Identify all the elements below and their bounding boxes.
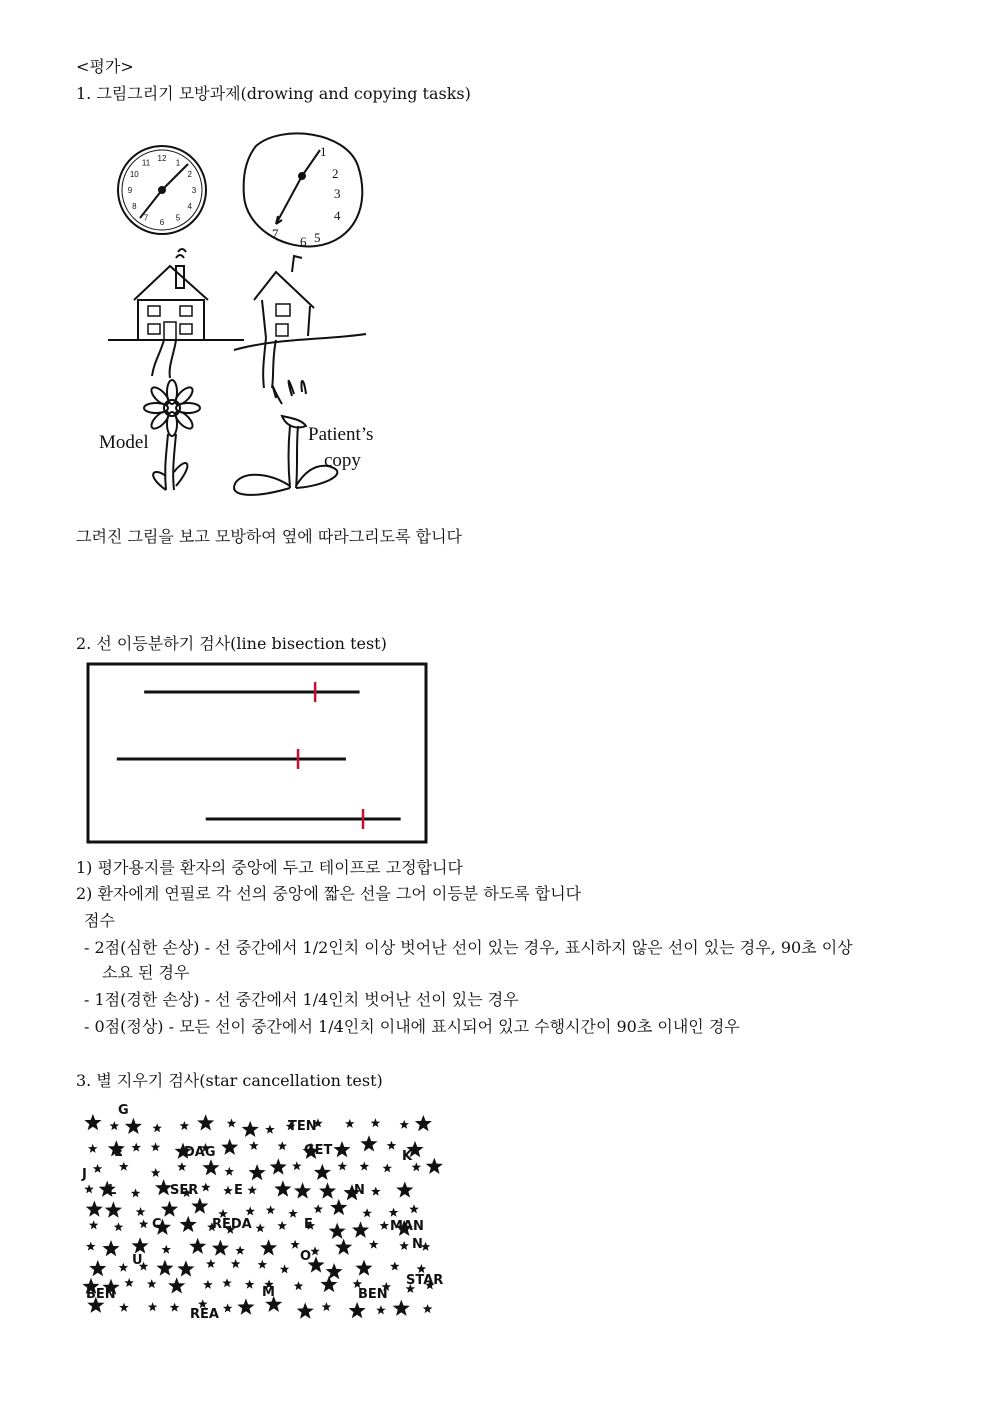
star <box>227 1118 237 1127</box>
star <box>400 1120 410 1129</box>
star <box>136 1207 146 1216</box>
star <box>206 1259 216 1268</box>
star <box>161 1201 178 1217</box>
clock-number: 6 <box>159 218 165 227</box>
star <box>89 1220 99 1229</box>
svg-text:E: E <box>234 1183 243 1198</box>
star <box>201 1183 211 1192</box>
star <box>352 1221 369 1237</box>
star <box>417 1264 427 1273</box>
star <box>290 1240 300 1249</box>
svg-text:SER: SER <box>170 1183 199 1198</box>
svg-text:M: M <box>262 1285 275 1300</box>
svg-text:U: U <box>132 1253 143 1268</box>
star <box>156 1260 173 1276</box>
svg-text:E: E <box>114 1145 123 1160</box>
star <box>86 1242 96 1251</box>
star <box>247 1185 257 1194</box>
svg-text:5: 5 <box>314 230 321 245</box>
svg-text:E: E <box>304 1217 313 1232</box>
svg-text:1: 1 <box>320 144 327 159</box>
star <box>249 1141 259 1150</box>
star <box>191 1197 208 1213</box>
star <box>288 1209 298 1218</box>
star <box>237 1298 254 1314</box>
patient-house <box>234 256 366 388</box>
star-figure-words <box>81 1103 443 1322</box>
star <box>277 1221 287 1230</box>
svg-text:REA: REA <box>190 1307 219 1322</box>
score-0: - 0점(정상) - 모든 선이 중간에서 1/4인치 이내에 표시되어 있고 수행시간이 90초 이내인 경우 <box>84 1017 740 1036</box>
star <box>335 1239 352 1255</box>
star <box>266 1205 276 1214</box>
star <box>423 1304 433 1313</box>
star <box>256 1223 266 1232</box>
score-1: - 1점(경한 손상) - 선 중간에서 1/4인치 벗어난 선이 있는 경우 <box>84 990 519 1009</box>
drawing-task-figure <box>96 126 396 506</box>
star <box>355 1260 372 1276</box>
star <box>329 1223 346 1239</box>
patient-label-line1: Patient’s <box>308 424 374 445</box>
svg-text:3: 3 <box>334 186 341 201</box>
star <box>371 1118 381 1127</box>
star <box>110 1121 120 1130</box>
svg-text:C: C <box>152 1217 162 1232</box>
star <box>124 1278 133 1287</box>
star <box>371 1187 381 1196</box>
star <box>202 1159 219 1175</box>
star <box>260 1239 277 1255</box>
svg-text:2: 2 <box>332 166 339 181</box>
svg-text:K: K <box>402 1149 413 1164</box>
svg-text:BEN: BEN <box>358 1287 388 1302</box>
star <box>189 1238 206 1254</box>
star <box>223 1303 233 1312</box>
star <box>84 1114 101 1130</box>
star <box>393 1300 410 1316</box>
svg-text:DAG: DAG <box>184 1145 216 1160</box>
star <box>203 1280 213 1289</box>
svg-text:O: O <box>300 1249 312 1264</box>
svg-text:REDA: REDA <box>212 1217 252 1232</box>
star <box>278 1141 288 1150</box>
svg-text:BEN: BEN <box>86 1287 116 1302</box>
star <box>225 1167 235 1176</box>
star <box>409 1204 419 1213</box>
svg-text:N: N <box>354 1183 365 1198</box>
star <box>360 1162 370 1171</box>
star <box>242 1121 259 1137</box>
star-cancellation-figure <box>80 1098 446 1338</box>
star <box>376 1305 386 1314</box>
star <box>389 1208 399 1217</box>
star <box>426 1158 443 1174</box>
section1-title: 1. 그림그리기 모방과제(drowing and copying tasks) <box>76 84 471 103</box>
star <box>177 1260 194 1276</box>
svg-text:7: 7 <box>272 226 279 241</box>
svg-text:STAR: STAR <box>406 1273 444 1288</box>
star <box>245 1280 255 1289</box>
star <box>132 1143 142 1152</box>
star <box>330 1199 347 1215</box>
clock-number: 7 <box>143 213 149 223</box>
clock-number: 8 <box>132 202 137 211</box>
star <box>314 1164 331 1180</box>
star <box>274 1180 291 1196</box>
svg-text:N: N <box>412 1237 423 1252</box>
star <box>235 1246 245 1255</box>
clock-number: 5 <box>175 213 181 223</box>
section3-title: 3. 별 지우기 검사(star cancellation test) <box>76 1071 383 1090</box>
star <box>148 1302 158 1311</box>
svg-text:J: J <box>82 1167 87 1182</box>
score-label: 점수 <box>84 911 115 930</box>
star <box>212 1240 229 1256</box>
svg-text:G: G <box>118 1103 129 1118</box>
star <box>93 1164 103 1173</box>
svg-text:4: 4 <box>334 208 341 223</box>
star <box>114 1222 124 1231</box>
star <box>177 1162 187 1171</box>
star <box>310 1246 320 1255</box>
star <box>362 1208 372 1217</box>
star <box>265 1125 275 1134</box>
star <box>297 1302 314 1318</box>
svg-text:MAN: MAN <box>390 1219 424 1234</box>
star <box>349 1302 366 1318</box>
svg-text:6: 6 <box>300 234 307 249</box>
star <box>119 1303 129 1312</box>
star <box>119 1263 129 1272</box>
star <box>102 1240 119 1256</box>
star <box>86 1201 103 1217</box>
star <box>412 1162 422 1171</box>
star <box>326 1263 343 1279</box>
model-flower <box>144 380 200 490</box>
star <box>387 1141 397 1150</box>
star <box>396 1181 413 1197</box>
star <box>338 1161 348 1170</box>
star <box>345 1119 355 1128</box>
star <box>162 1245 172 1254</box>
star <box>322 1302 332 1311</box>
star <box>131 1188 141 1197</box>
clock-number: 3 <box>191 186 197 195</box>
star <box>360 1135 377 1151</box>
star <box>168 1277 185 1293</box>
model-label: Model <box>99 432 149 453</box>
star <box>320 1276 337 1292</box>
patient-label-line2: copy <box>324 450 361 471</box>
star <box>139 1219 149 1228</box>
bisection-step-2: 2) 환자에게 연필로 각 선의 중앙에 짧은 선을 그어 이등분 하도록 합니다 <box>76 884 582 903</box>
section2-title: 2. 선 이등분하기 검사(line bisection test) <box>76 634 387 653</box>
star <box>119 1162 129 1171</box>
star <box>223 1186 233 1195</box>
clock-number: 11 <box>141 158 151 168</box>
star <box>383 1163 393 1172</box>
star <box>314 1204 324 1213</box>
page-header: <평가> <box>76 57 134 76</box>
clock-number: 9 <box>127 186 133 195</box>
star <box>180 1216 197 1232</box>
star <box>390 1262 400 1271</box>
star <box>270 1158 287 1174</box>
clock-number: 4 <box>187 202 192 211</box>
star <box>222 1278 232 1287</box>
star <box>151 1142 161 1151</box>
star <box>147 1279 157 1288</box>
score-2-line2: 소요 된 경우 <box>102 963 190 982</box>
clock-number: 12 <box>157 154 167 163</box>
star <box>333 1141 350 1157</box>
bisection-step-1: 1) 평가용지를 환자의 중앙에 두고 테이프로 고정합니다 <box>76 858 463 877</box>
star <box>380 1221 390 1230</box>
patient-clock-numbers <box>272 144 341 249</box>
star <box>132 1237 149 1253</box>
star <box>221 1139 238 1155</box>
star <box>294 1182 311 1198</box>
patient-clock <box>244 133 363 246</box>
svg-text:TEN: TEN <box>288 1119 317 1134</box>
svg-text:GET: GET <box>304 1143 333 1158</box>
star <box>105 1201 122 1217</box>
clock-number: 10 <box>129 170 139 179</box>
star <box>197 1114 214 1130</box>
star <box>319 1182 336 1198</box>
star <box>399 1241 409 1250</box>
star <box>258 1260 268 1269</box>
star <box>369 1240 379 1249</box>
model-house <box>108 249 244 378</box>
star <box>151 1168 161 1177</box>
star <box>170 1303 180 1312</box>
star <box>249 1164 266 1180</box>
clock-number: 2 <box>187 170 192 179</box>
star <box>294 1281 304 1290</box>
star <box>152 1123 162 1132</box>
clock-number: 1 <box>175 158 181 168</box>
star <box>231 1259 241 1268</box>
star <box>280 1264 290 1273</box>
star <box>246 1206 256 1215</box>
star <box>125 1118 142 1134</box>
star <box>292 1161 302 1170</box>
drawing-instruction: 그려진 그림을 보고 모방하여 옆에 따라그리도록 합니다 <box>76 527 463 546</box>
star <box>89 1260 106 1276</box>
star <box>415 1115 432 1131</box>
star <box>180 1121 190 1130</box>
line-bisection-figure <box>86 662 428 844</box>
score-2-line1: - 2점(심한 손상) - 선 중간에서 1/2인치 이상 벗어난 선이 있는 경우, 표시하지 않은 선이 있는 경우, 90초 이상 <box>84 938 853 957</box>
star <box>84 1184 94 1193</box>
star <box>88 1144 98 1153</box>
svg-text:L: L <box>108 1183 117 1198</box>
